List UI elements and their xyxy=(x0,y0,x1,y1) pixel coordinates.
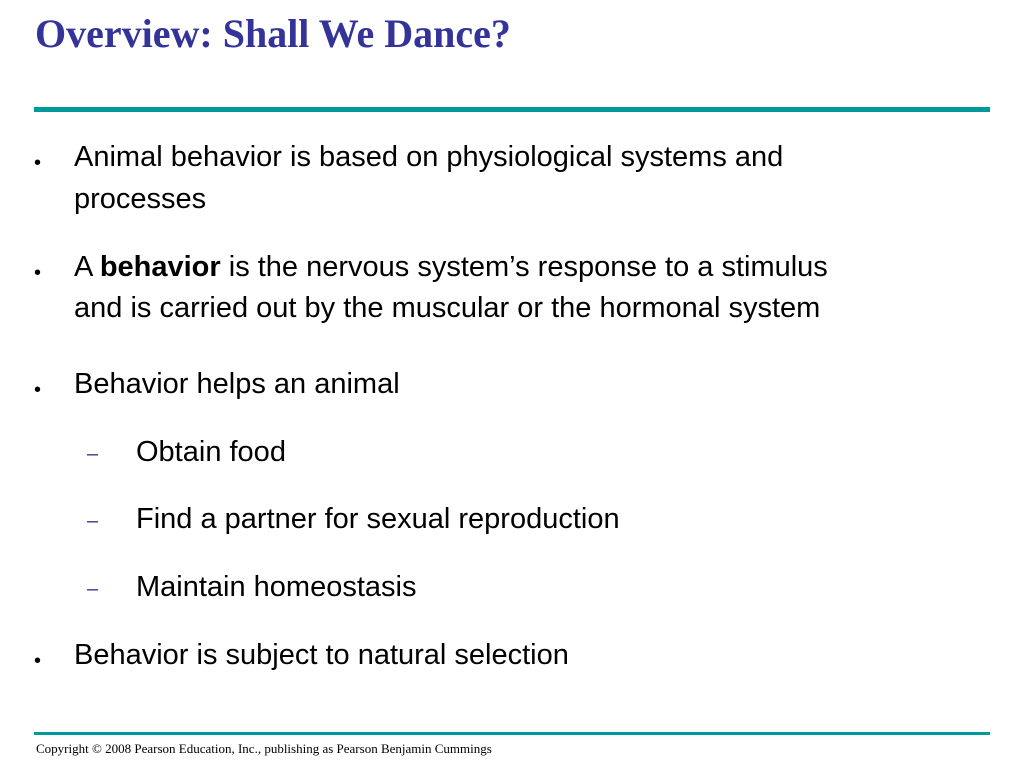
bullet-2-term: behavior xyxy=(99,251,221,283)
bullet-marker: • xyxy=(34,262,42,284)
bullet-2-prefix: A xyxy=(74,251,100,283)
bullet-marker: • xyxy=(34,379,42,401)
slide-title: Overview: Shall We Dance? xyxy=(35,11,511,56)
sub-bullet-marker: – xyxy=(87,510,99,532)
bullet-marker: • xyxy=(34,650,42,672)
bullet-4-text: Behavior is subject to natural selection xyxy=(74,639,569,671)
title-divider xyxy=(34,107,990,112)
sub-bullet-marker: – xyxy=(87,443,99,465)
bullet-marker: • xyxy=(34,152,42,174)
bullet-3-text: Behavior helps an animal xyxy=(74,368,400,400)
sub-bullet-find-partner: Find a partner for sexual reproduction xyxy=(136,503,620,535)
bullet-1-line-2: processes xyxy=(74,183,207,215)
bullet-1-line-1: Animal behavior is based on physiological systems and xyxy=(74,141,784,173)
bullet-2-rest: is the nervous system’s response to a stimulus xyxy=(220,251,828,283)
sub-bullet-homeostasis: Maintain homeostasis xyxy=(136,571,417,603)
footer-divider xyxy=(34,732,990,735)
bullet-2-line-1 xyxy=(74,247,828,288)
copyright-footer: Copyright © 2008 Pearson Education, Inc., publishing as Pearson Benjamin Cummings xyxy=(36,741,492,756)
bullet-2-line-2: and is carried out by the muscular or the hormonal system xyxy=(74,292,821,324)
sub-bullet-obtain-food: Obtain food xyxy=(136,436,286,468)
sub-bullet-marker: – xyxy=(87,578,99,600)
